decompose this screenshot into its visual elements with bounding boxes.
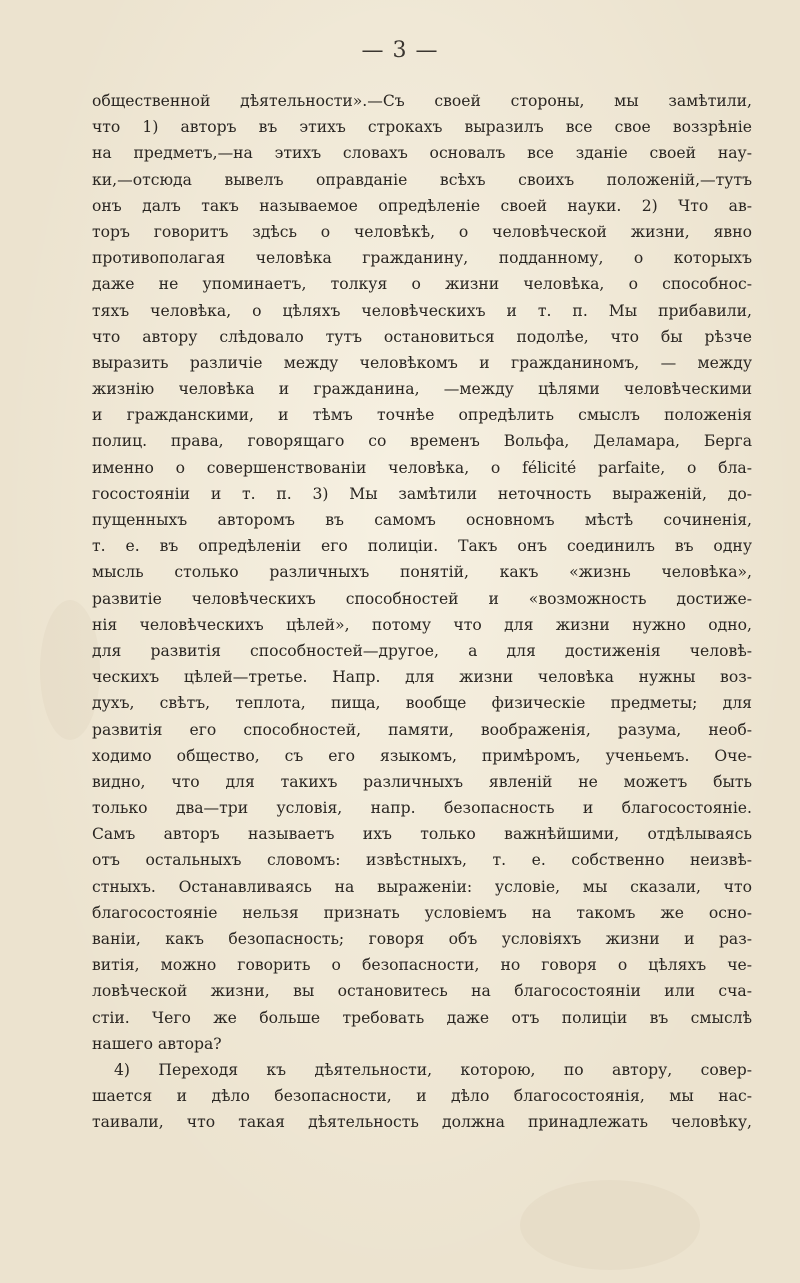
text-line: стіи. Чего же больше требовать даже отъ полиціи въ смыслѣ	[92, 1008, 752, 1027]
text-line: ваніи, какъ безопасность; говоря объ условіяхъ жизни и раз-	[92, 930, 752, 948]
body-text	[92, 88, 752, 1136]
text-line: мысль столько различныхъ понятій, какъ «жизнь человѣка»,	[92, 563, 752, 582]
text-line: шается и дѣло безопасности, и дѣло благосостоянія, мы нас-	[92, 1087, 752, 1106]
text-line: ки,—отсюда вывелъ оправданіе всѣхъ своихъ положеній,—тутъ	[92, 170, 752, 189]
text-line: витія, можно говорить о безопасности, но говоря о цѣляхъ че-	[92, 956, 752, 975]
text-line: тяхъ человѣка, о цѣляхъ человѣческихъ и т. п. Мы прибавили,	[92, 301, 752, 320]
page-number: — 3 —	[361, 38, 439, 63]
text-line: таивали, что такая дѣятельность должна принадлежать человѣку,	[92, 1113, 752, 1132]
text-line: только два—три условія, напр. безопасность и благосостояніе.	[92, 799, 752, 818]
text-line: нія человѣческихъ цѣлей», потому что для жизни нужно одно,	[92, 615, 752, 634]
text-line: и гражданскими, и тѣмъ точнѣе опредѣлить смыслъ положенія	[92, 406, 752, 425]
text-line: на предметъ,—на этихъ словахъ основалъ все зданіе своей нау-	[92, 144, 752, 163]
text-line: общественной дѣятельности».—Съ своей стороны, мы замѣтили,	[92, 92, 752, 110]
text-line: выразить различіе между человѣкомъ и гражданиномъ, — между	[92, 353, 752, 372]
text-line: именно о совершенствованіи человѣка, о félicité parfaite, о бла-	[92, 458, 752, 477]
text-line: ческихъ цѣлей—третье. Напр. для жизни человѣка нужны воз-	[92, 668, 752, 687]
paper-stain	[40, 600, 100, 740]
text-line: развитія его способностей, памяти, воображенія, разума, необ-	[92, 720, 752, 739]
text-line: жизнію человѣка и гражданина, —между цѣлями человѣческими	[92, 380, 752, 399]
paper-stain	[520, 1180, 700, 1270]
text-line: 4) Переходя къ дѣятельности, которою, по автору, совер-	[114, 1060, 752, 1079]
text-line: Самъ авторъ называетъ ихъ только важнѣйшими, отдѣлываясь	[92, 825, 752, 844]
text-line: онъ далъ такъ называемое опредѣленіе своей науки. 2) Что ав-	[92, 196, 752, 215]
text-line: ловѣческой жизни, вы остановитесь на благосостояніи или сча-	[92, 982, 752, 1001]
text-line: противополагая человѣка гражданину, подданному, о которыхъ	[92, 249, 752, 268]
text-line: полиц. права, говорящаго со временъ Вольфа, Деламара, Берга	[92, 432, 752, 451]
text-line: для развитія способностей—другое, а для достиженія человѣ-	[92, 641, 752, 660]
text-line: пущенныхъ авторомъ въ самомъ основномъ мѣстѣ сочиненія,	[92, 511, 752, 529]
text-line: духъ, свѣтъ, теплота, пища, вообще физическіе предметы; для	[92, 694, 752, 713]
text-line: ходимо общество, съ его языкомъ, примѣромъ, ученьемъ. Оче-	[92, 746, 752, 765]
text-line: что автору слѣдовало тутъ остановиться подолѣе, что бы рѣзче	[92, 327, 752, 346]
text-line: что 1) авторъ въ этихъ строкахъ выразилъ все свое воззрѣніе	[92, 118, 752, 137]
text-line: отъ остальныхъ словомъ: извѣстныхъ, т. е. собственно неизвѣ-	[92, 851, 752, 870]
text-line: развитіе человѣческихъ способностей и «возможность достиже-	[92, 589, 752, 608]
text-line: даже не упоминаетъ, толкуя о жизни человѣка, о способнос-	[92, 275, 752, 294]
text-line: стныхъ. Останавливаясь на выраженіи: условіе, мы сказали, что	[92, 877, 752, 896]
text-line: госостояніи и т. п. 3) Мы замѣтили неточность выраженій, до-	[92, 484, 752, 503]
text-line: торъ говоритъ здѣсь о человѣкѣ, о человѣческой жизни, явно	[92, 222, 752, 241]
text-line: видно, что для такихъ различныхъ явленій не можетъ быть	[92, 772, 752, 791]
text-line: т. е. въ опредѣленіи его полиціи. Такъ онъ соединилъ въ одну	[92, 537, 752, 556]
text-line: благосостояніе нельзя признать условіемъ на такомъ же осно-	[92, 903, 752, 922]
text-line: нашего автора?	[92, 1034, 222, 1053]
